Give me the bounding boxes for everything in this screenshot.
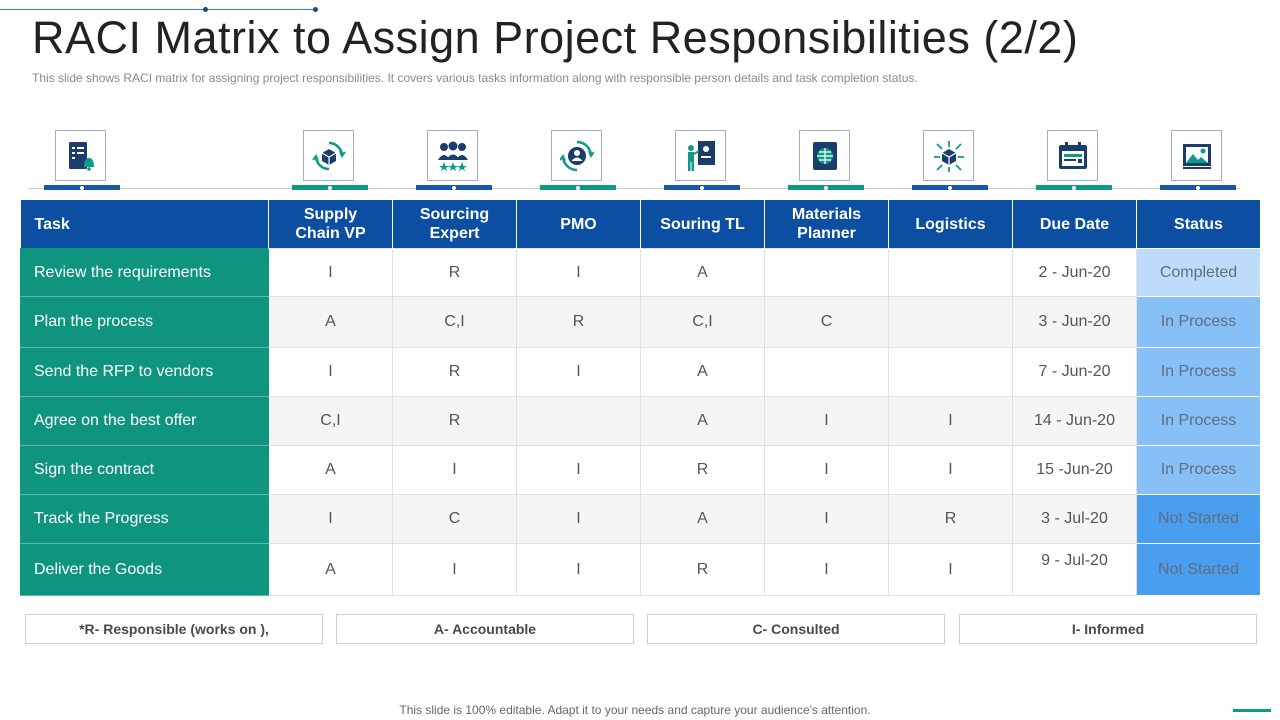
cube-cycle-icon (303, 130, 354, 181)
raci-cell: A (641, 495, 765, 544)
due-date-cell: 15 -Jun-20 (1013, 446, 1137, 495)
due-date-cell: 7 - Jun-20 (1013, 348, 1137, 397)
icon-accent-bar (788, 185, 864, 190)
raci-cell: A (641, 397, 765, 446)
due-date-cell: 2 - Jun-20 (1013, 249, 1137, 297)
raci-cell (889, 249, 1013, 297)
column-icon-cell (640, 128, 764, 192)
table-row (21, 397, 1261, 446)
task-cell: Review the requirements (21, 249, 269, 297)
legend-informed: I- Informed (959, 614, 1257, 644)
icon-accent-bar (1160, 185, 1236, 190)
column-icon-cell (764, 128, 888, 192)
icon-accent-bar (664, 185, 740, 190)
icon-accent-bar (912, 185, 988, 190)
due-date-cell: 14 - Jun-20 (1013, 397, 1137, 446)
header-due-date: Due Date (1013, 200, 1137, 249)
status-badge: Completed (1137, 249, 1261, 297)
raci-cell: R (889, 495, 1013, 544)
column-icon-cell (516, 128, 640, 192)
raci-cell: I (269, 348, 393, 397)
raci-cell (517, 397, 641, 446)
raci-cell: I (765, 495, 889, 544)
raci-cell: I (889, 397, 1013, 446)
raci-cell: R (517, 297, 641, 348)
icon-accent-bar (44, 185, 120, 190)
raci-cell: C,I (269, 397, 393, 446)
status-badge: In Process (1137, 397, 1261, 446)
status-badge: In Process (1137, 297, 1261, 348)
presenter-board-icon (675, 130, 726, 181)
column-icon-cell (1136, 128, 1260, 192)
corner-accent (1233, 709, 1271, 712)
raci-cell: R (393, 397, 517, 446)
due-date-cell: 3 - Jun-20 (1013, 297, 1137, 348)
raci-cell: A (269, 297, 393, 348)
header-logistics: Logistics (889, 200, 1013, 249)
icon-accent-bar (1036, 185, 1112, 190)
header-status: Status (1137, 200, 1261, 249)
column-icons-row (20, 128, 1260, 192)
raci-cell: I (393, 544, 517, 596)
raci-cell: I (765, 446, 889, 495)
raci-cell: I (517, 544, 641, 596)
footer-note: This slide is 100% editable. Adapt it to your needs and capture your audience's attention. (399, 703, 871, 717)
raci-cell (765, 348, 889, 397)
raci-cell: A (641, 249, 765, 297)
table-row (21, 348, 1261, 397)
checklist-bell-icon (55, 130, 106, 181)
raci-cell: C,I (393, 297, 517, 348)
raci-cell: I (517, 348, 641, 397)
raci-cell: R (641, 544, 765, 596)
raci-cell: I (393, 446, 517, 495)
header-supply-chain-vp: Supply Chain VP (269, 200, 393, 249)
globe-book-icon (799, 130, 850, 181)
table-row (21, 446, 1261, 495)
header-sourcing-expert: Sourcing Expert (393, 200, 517, 249)
raci-cell: A (269, 446, 393, 495)
column-icon-cell (392, 128, 516, 192)
header-souring-tl: Souring TL (641, 200, 765, 249)
task-cell: Agree on the best offer (21, 397, 269, 446)
raci-cell: C,I (641, 297, 765, 348)
icon-accent-bar (540, 185, 616, 190)
raci-cell: R (393, 249, 517, 297)
raci-cell: C (765, 297, 889, 348)
raci-cell: R (641, 446, 765, 495)
status-badge: Not Started (1137, 495, 1261, 544)
raci-cell (889, 348, 1013, 397)
raci-cell (889, 297, 1013, 348)
decorative-line (0, 9, 316, 10)
legend-responsible: *R- Responsible (works on ), (25, 614, 323, 644)
table-row (21, 495, 1261, 544)
due-date-cell: 3 - Jul-20 (1013, 495, 1137, 544)
calendar-icon (1047, 130, 1098, 181)
table-row (21, 249, 1261, 297)
table-row (21, 544, 1261, 596)
header-materials-planner: Materials Planner (765, 200, 889, 249)
legend-accountable: A- Accountable (336, 614, 634, 644)
page-title: RACI Matrix to Assign Project Responsibilities (2/2) (32, 12, 1079, 63)
icon-accent-bar (416, 185, 492, 190)
box-distribution-icon (923, 130, 974, 181)
due-date-cell: 9 - Jul-20 (1013, 544, 1137, 596)
header-pmo: PMO (517, 200, 641, 249)
raci-cell: I (269, 495, 393, 544)
raci-cell: A (641, 348, 765, 397)
header-task: Task (21, 200, 269, 249)
status-badge: Not Started (1137, 544, 1261, 596)
raci-cell: I (517, 249, 641, 297)
task-cell: Plan the process (21, 297, 269, 348)
raci-table (20, 200, 1261, 596)
raci-cell: I (269, 249, 393, 297)
raci-cell: I (517, 446, 641, 495)
legend-consulted: C- Consulted (647, 614, 945, 644)
user-cycle-icon (551, 130, 602, 181)
raci-cell: I (765, 397, 889, 446)
status-badge: In Process (1137, 348, 1261, 397)
team-icon (427, 130, 478, 181)
raci-cell: I (765, 544, 889, 596)
raci-cell: C (393, 495, 517, 544)
task-cell: Send the RFP to vendors (21, 348, 269, 397)
table-row (21, 297, 1261, 348)
raci-cell: I (889, 544, 1013, 596)
task-cell: Track the Progress (21, 495, 269, 544)
column-icon-cell (20, 128, 144, 192)
page-subtitle: This slide shows RACI matrix for assigning project responsibilities. It covers various tasks information along with responsible person details and task completion status. (32, 71, 918, 85)
raci-cell: A (269, 544, 393, 596)
raci-cell (765, 249, 889, 297)
raci-cell: I (517, 495, 641, 544)
raci-cell: I (889, 446, 1013, 495)
icon-accent-bar (292, 185, 368, 190)
task-cell: Sign the contract (21, 446, 269, 495)
task-cell: Deliver the Goods (21, 544, 269, 596)
landscape-frame-icon (1171, 130, 1222, 181)
column-icon-cell (1012, 128, 1136, 192)
status-badge: In Process (1137, 446, 1261, 495)
column-icon-cell (888, 128, 1012, 192)
column-icon-cell (268, 128, 392, 192)
table-header-row (21, 200, 1261, 249)
raci-cell: R (393, 348, 517, 397)
